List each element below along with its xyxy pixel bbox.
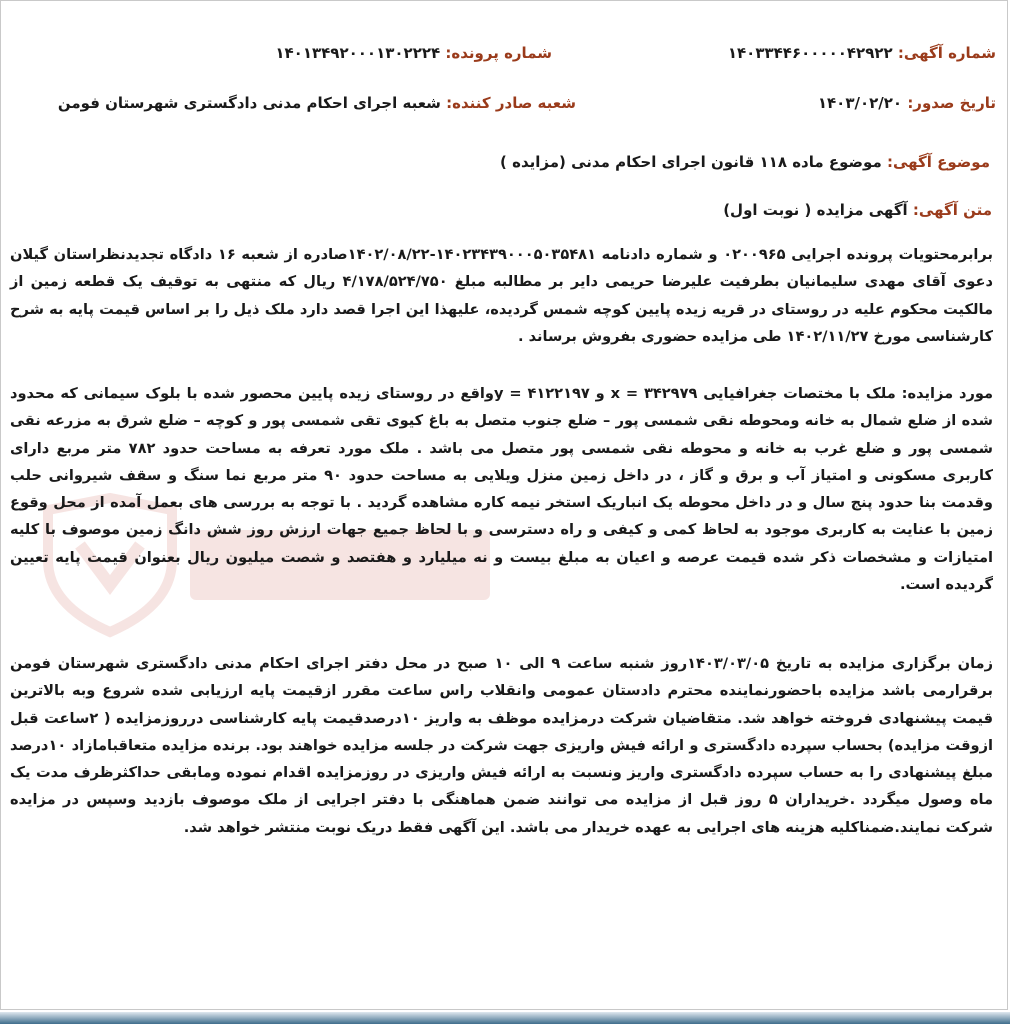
body-label: متن آگهی: (912, 201, 992, 219)
paragraph-auction-terms: زمان برگزاری مزایده به تاریخ ۱۴۰۳/۰۳/۰۵روز شنبه ساعت ۹ الی ۱۰ صبح در محل دفتر اجرای احکام مدنی دادگستری شهرستان فومن برقرارمی باشد مزایده باحضورنماینده محترم دادستان عمومی وانقلاب راس ساعت مقرر ازقیمت پایه ارزیابی شده شروع وبه بالاترین قیمت پیشنهادی فروخته خواهد شد. متقاضیان شرکت درمزایده موظف به واریز ۱۰درصدقیمت پایه کارشناسی درروزمزایده ( ۲ساعت قبل ازوقت مزایده) بحساب سپرده دادگستری و ارائه فیش واریزی جهت شرکت در جلسه مزایده خواهند بود. برنده مزایده متعاقبامازاد ۱۰درصد مبلغ پیشنهادی را به حساب سپرده دادگستری واریز ونسبت به ارائه فیش واریزی در روزمزایده اقدام نموده ومابقی حداکثرظرف مدت یک ماه وصول میگردد .خریداران ۵ روز قبل از مزایده می توانند ضمن هماهنگی با دفتر اجرایی از ملک موصوف بازدید وسپس در مزایده شرکت نمایند.ضمناکلیه هزینه های اجرایی به عهده خریدار می باشد. این آگهی فقط دریک نوبت منتشر خواهد شد. (10, 655, 994, 836)
issuer-label: شعبه صادر کننده: (446, 94, 576, 112)
notice-number-value: ۱۴۰۳۳۴۴۶۰۰۰۰۰۴۲۹۲۲ (727, 44, 893, 62)
body-title: آگهی مزایده ( نوبت اول) (723, 201, 908, 219)
subject (500, 153, 990, 171)
case-number-label: شماره پرونده: (445, 44, 552, 62)
paragraph-case-details: برابرمحتویات پرونده اجرایی ۰۲۰۰۹۶۵ و شماره دادنامه ۱۴۰۲۳۴۳۹۰۰۰۵۰۳۵۴۸۱-۱۴۰۲/۰۸/۲۲صادره از شعبه ۱۶ دادگاه تجدیدنظراستان گیلان دعوی آقای مهدی سلیمانیان بطرفیت علیرضا حریمی دایر بر مطالبه مبلغ ۴/۱۷۸/۵۲۴/۷۵۰ ریال که منتهی به توقیف یک قطعه زمین از مالکیت محکوم علیه در روستای در قریه زیده پایین کوچه شمس گردیده، علیهذا این اجرا قصد دارد ملک ذیل را بر اساس قیمت پایه به شرح کارشناسی مورخ ۱۴۰۲/۱۱/۲۷ طی مزایده حضوری بفروش برساند . (10, 246, 993, 345)
issuer (58, 94, 576, 112)
case-number (275, 44, 552, 62)
issue-date (818, 94, 996, 112)
notice-body-heading (723, 201, 992, 219)
paragraph-auction-item: مورد مزایده: ملک با مختصات جغرافیایی ۳۴۲۹۷۹ = x و ۴۱۲۲۱۹۷ = yواقع در روستای زیده پایین محصور شده با بلوک سیمانی که محدود شده از ضلع شمال به خانه ومحوطه نقی شمسی پور – ضلع جنوب متصل به باغ کیوی تقی شمسی پور و کوچه – ضلع شرق به مزرعه نقی شمسی پور و ضلع غرب به خانه و محوطه نقی شمسی پور متصل می باشد . ملک مورد تعرفه به مساحت حدود ۷۸۲ متر مربع دارای کاربری مسکونی و امتیاز آب و برق و گاز ، در داخل زمین منزل ویلایی به مساحت حدود ۹۰ متر مربع نما سنگ و سقف شیروانی حلب وقدمت بنا حدود پنج سال و در داخل محوطه یک انباریک استخر نیمه کاره مشاهده گردید . با توجه به بررسی های بعمل آمده از محل وقوع زمین با عنایت به کاربری موجود به لحاظ کمی و کیفی و راه دسترسی و با لحاظ جمیع جهات ارزش روز شش دانگ زمین موصوف با کلیه امتیازات و مشخصات ذکر شده قیمت عرصه و اعیان به مبلغ بیست و نه میلیارد و هفتصد و شصت میلیون ریال بعنوان قیمت پایه تعیین گردیده است. (10, 385, 994, 594)
notice-number (728, 44, 996, 62)
subject-value: موضوع ماده ۱۱۸ قانون اجرای احکام مدنی (مزایده ) (500, 153, 882, 171)
notice-number-label: شماره آگهی: (897, 44, 996, 62)
issuer-value: شعبه اجرای احکام مدنی دادگستری شهرستان فومن (57, 94, 441, 112)
issue-date-label: تاریخ صدور: (907, 94, 996, 112)
case-number-value: ۱۴۰۱۳۴۹۲۰۰۰۱۳۰۲۲۲۴ (275, 44, 441, 62)
bottom-bar (0, 1012, 1010, 1024)
issue-date-value: ۱۴۰۳/۰۲/۲۰ (817, 94, 903, 112)
subject-label: موضوع آگهی: (886, 153, 990, 171)
